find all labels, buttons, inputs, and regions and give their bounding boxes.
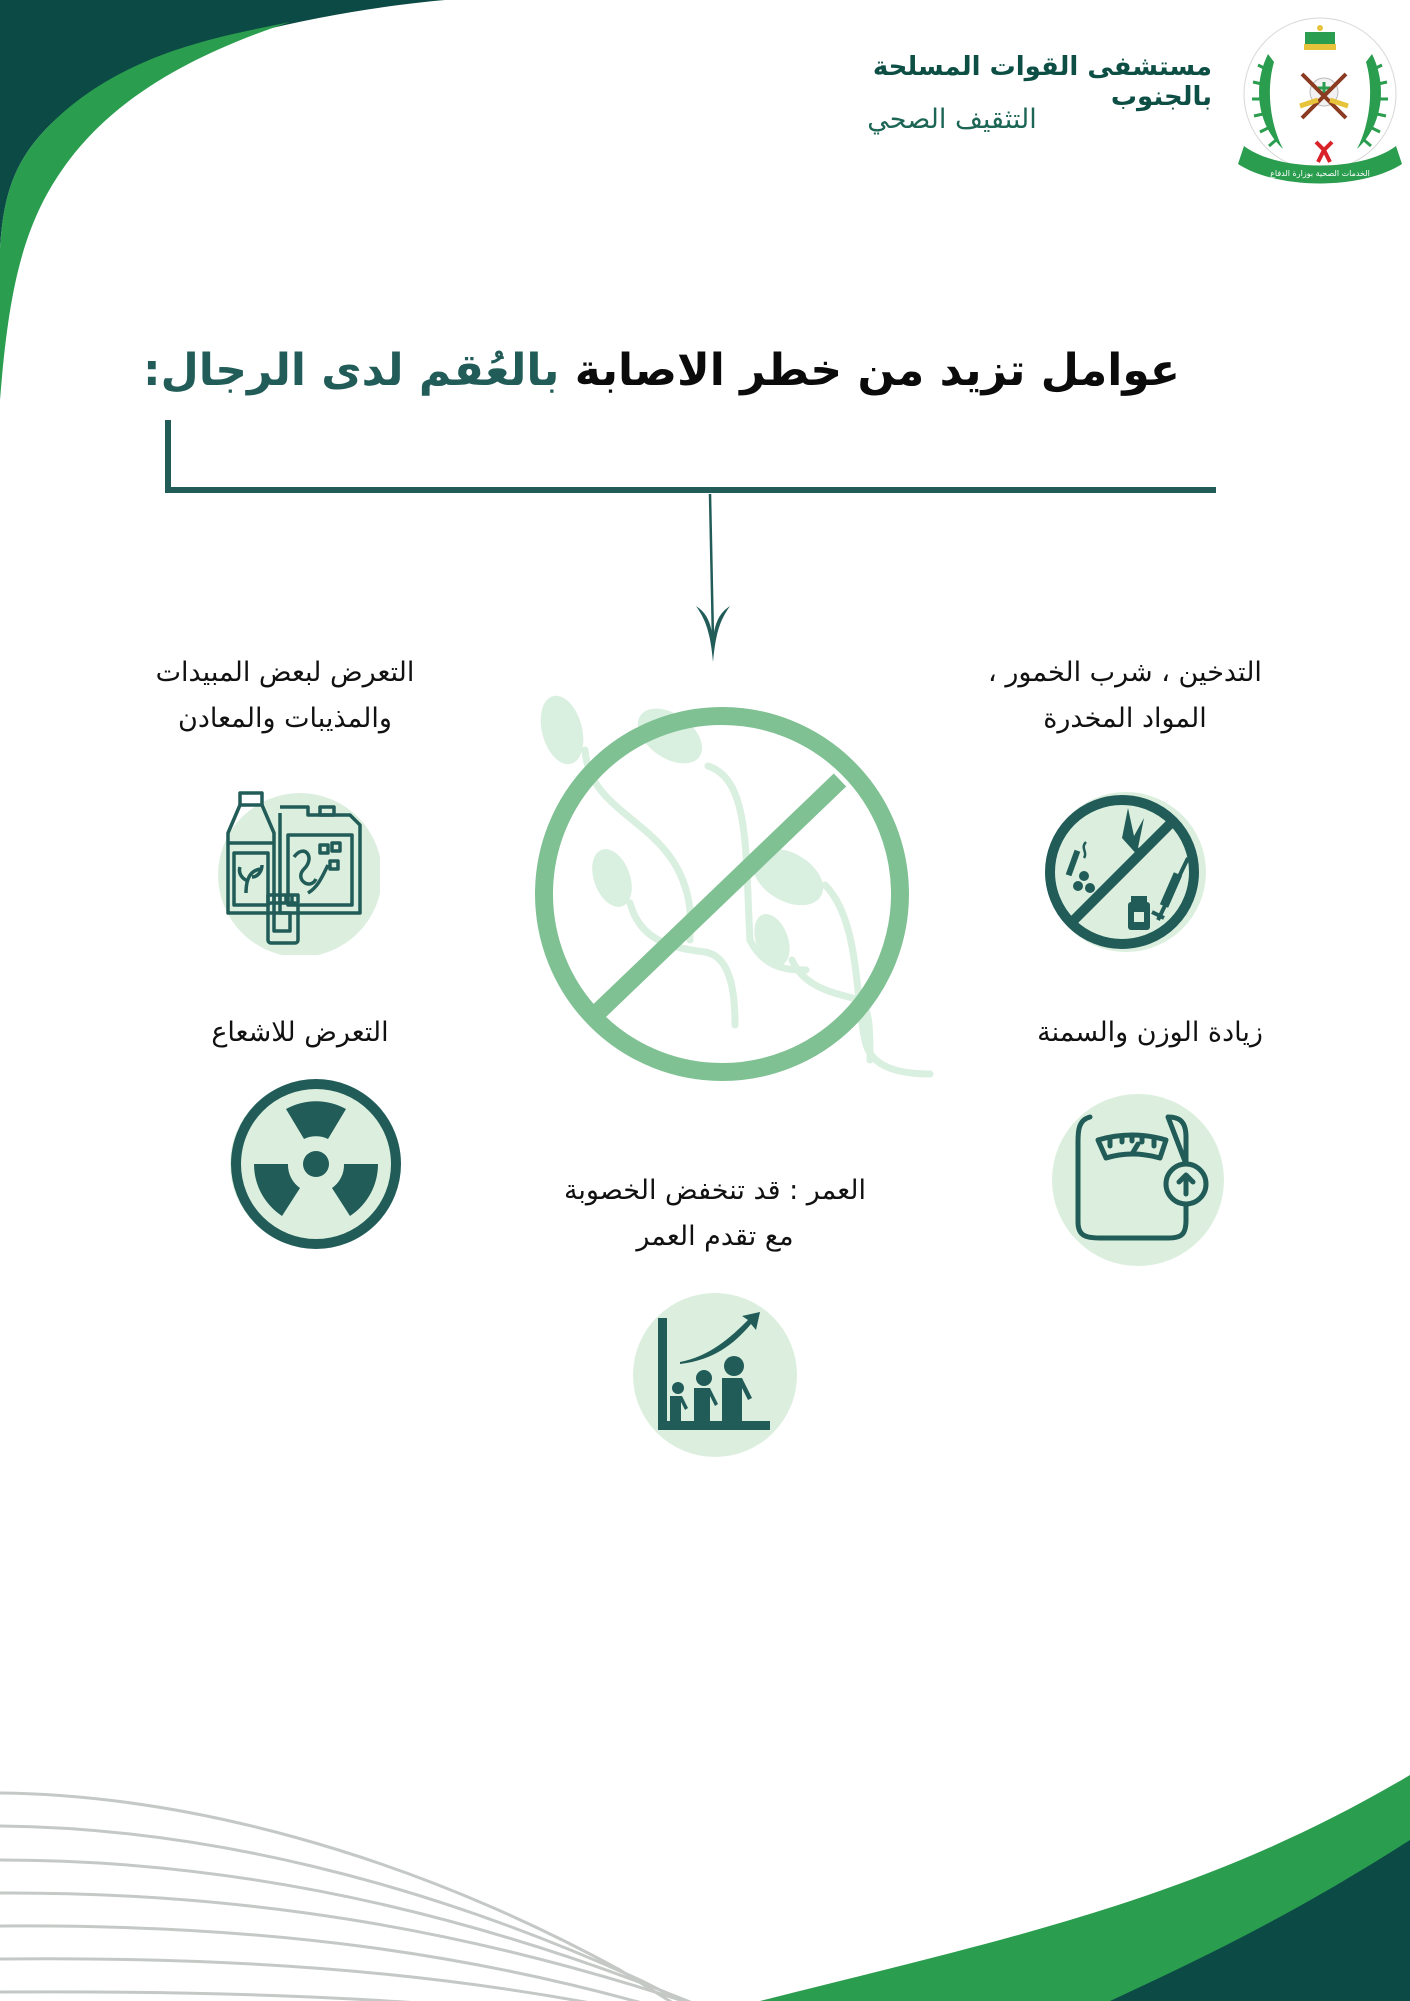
emblem-banner-text: الخدمات الصحية بوزارة الدفاع [1270,169,1370,178]
bottom-decoration [0,1700,1410,2001]
factor-radiation-label: التعرض للاشعاع [211,1017,389,1048]
aging-chart-icon [630,1290,800,1460]
radiation-icon [226,1076,402,1252]
title-highlight: بالعُقم لدى الرجال: [143,345,560,396]
title-part-1: عوامل تزيد من خطر الاصابة [559,345,1180,396]
factor-age-label: العمر : قد تنخفض الخصوبة مع تقدم العمر [563,1175,867,1252]
bracket-connector [0,0,1410,700]
factor-obesity-label: زيادة الوزن والسمنة [1037,1017,1263,1048]
chemicals-icon [210,785,380,955]
organization-name: مستشفى القوات المسلحة بالجنوب [872,52,1212,112]
department-name: التثقيف الصحي [867,104,1037,135]
no-drugs-icon [1040,788,1208,956]
weight-scale-icon [1050,1092,1226,1268]
no-sperm-prohibition-icon [510,670,950,1110]
down-arrow-icon [710,494,713,640]
factor-smoking-label: التدخين ، شرب الخمور ، المواد المخدرة [988,657,1262,734]
factor-pesticides-label: التعرض لبعض المبيدات والمذيبات والمعادن [155,657,415,734]
